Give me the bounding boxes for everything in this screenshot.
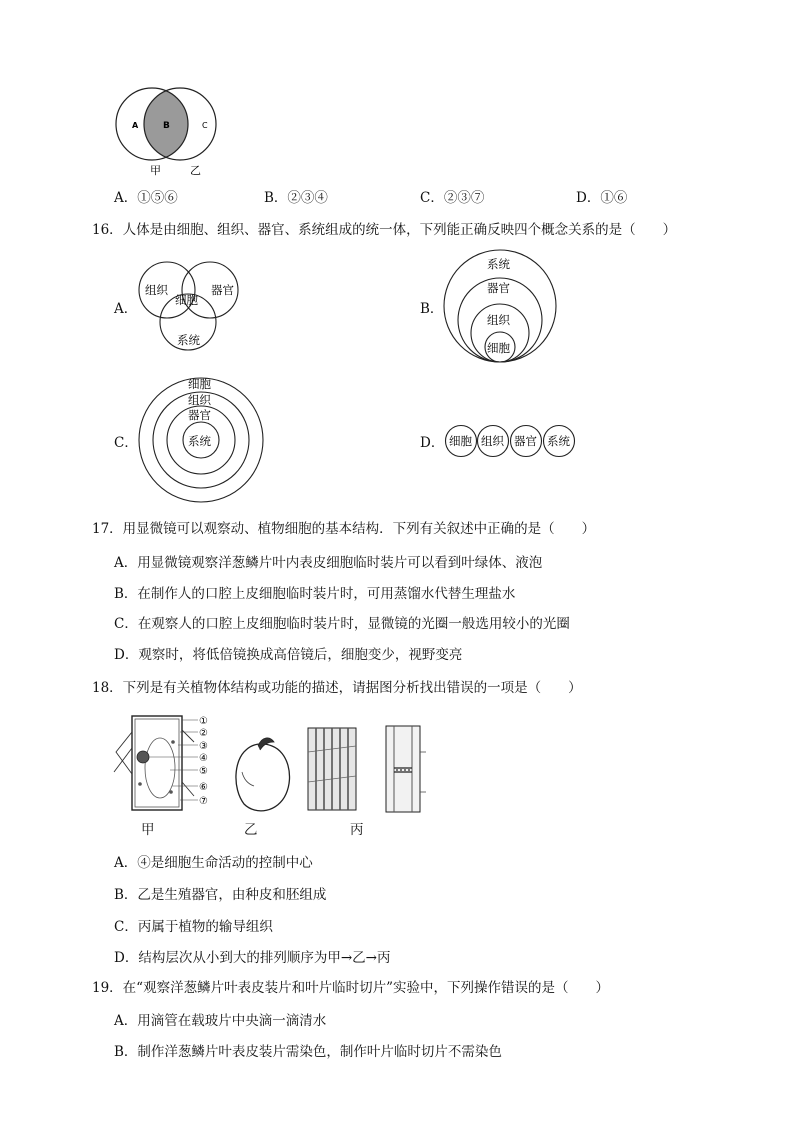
label-tissue: 组织 (487, 313, 510, 327)
q16-diagram-c (136, 372, 266, 506)
q18-option-a[interactable]: A．④是细胞生命活动的控制中心 (114, 855, 313, 871)
figure-label-bing: 丙 (350, 822, 364, 838)
q17-option-a[interactable]: A．用显微镜观察洋葱鳞片叶内表皮细胞临时装片可以看到叶绿体、液泡 (114, 555, 543, 571)
vessel-bundle (308, 728, 356, 810)
q18-option-b[interactable]: B．乙是生殖器官，由种皮和胚组成 (114, 887, 327, 903)
q19-stem: 19．在“观察洋葱鳞片叶表皮装片和叶片临时切片”实验中，下列操作错误的是（ ） (92, 980, 609, 996)
label-system: 系统 (487, 257, 510, 271)
venn-label-b: B (163, 121, 170, 131)
q16-option-b-letter[interactable]: B． (420, 301, 444, 317)
nucleus (137, 751, 149, 763)
seed-figure (228, 732, 298, 816)
q16-option-c-letter[interactable]: C． (114, 435, 138, 451)
venn-figure (110, 84, 230, 180)
label-system: 系统 (547, 434, 570, 448)
label-cell: 细胞 (175, 293, 198, 307)
label-tissue: 组织 (481, 434, 504, 448)
venn-label-a: A (132, 121, 139, 130)
vessel-tissue-figure (302, 722, 442, 816)
q15-option-d[interactable]: D．①⑥ (576, 190, 628, 206)
q15-option-a[interactable]: A．①⑤⑥ (114, 190, 178, 206)
label-cell: 细胞 (188, 377, 211, 391)
number-2: ② (199, 728, 208, 739)
chloroplast (138, 782, 142, 786)
q17-option-d[interactable]: D．观察时，将低倍镜换成高倍镜后，细胞变少，视野变亮 (114, 647, 463, 663)
q19-option-a[interactable]: A．用滴管在载玻片中央滴一滴清水 (114, 1013, 327, 1029)
plant-cell-figure (110, 712, 220, 816)
sieve-tube (386, 726, 426, 812)
number-3: ③ (199, 741, 208, 752)
number-5: ⑤ (199, 766, 208, 777)
label-organ: 器官 (514, 434, 537, 448)
q18-stem: 18．下列是有关植物体结构或功能的描述，请据图分析找出错误的一项是（ ） (92, 680, 582, 696)
venn-label-c: C (202, 121, 208, 130)
chloroplast (169, 790, 173, 794)
number-7: ⑦ (199, 796, 208, 807)
number-6: ⑥ (199, 782, 208, 793)
label-organ: 器官 (188, 408, 211, 422)
venn-label-yi: 乙 (190, 164, 201, 177)
q16-option-a-letter[interactable]: A． (114, 301, 138, 317)
q17-option-c[interactable]: C．在观察人的口腔上皮细胞临时装片时，显微镜的光圈一般选用较小的光圈 (114, 616, 570, 632)
q16-diagram-d (444, 424, 576, 458)
figure-label-jia: 甲 (141, 822, 155, 838)
q15-option-b[interactable]: B．②③④ (264, 190, 328, 206)
figure-label-yi: 乙 (244, 822, 258, 838)
label-organ: 器官 (211, 283, 234, 297)
label-tissue: 组织 (188, 393, 211, 407)
venn-label-jia: 甲 (150, 164, 161, 177)
q16-diagram-b (440, 248, 560, 364)
number-1: ① (199, 716, 208, 727)
label-cell: 细胞 (487, 341, 510, 355)
label-system: 系统 (177, 333, 200, 347)
q18-option-c[interactable]: C．丙属于植物的输导组织 (114, 919, 273, 935)
label-cell: 细胞 (449, 434, 472, 448)
q16-option-d-letter[interactable]: D． (420, 435, 445, 451)
q19-option-b[interactable]: B．制作洋葱鳞片叶表皮装片需染色，制作叶片临时切片不需染色 (114, 1044, 502, 1060)
q16-diagram-a (135, 254, 255, 354)
chloroplast (171, 740, 175, 744)
q17-stem: 17．用显微镜可以观察动、植物细胞的基本结构．下列有关叙述中正确的是（ ） (92, 521, 596, 537)
label-tissue: 组织 (145, 283, 168, 297)
q15-option-c[interactable]: C．②③⑦ (420, 190, 485, 206)
label-organ: 器官 (487, 281, 510, 295)
label-system: 系统 (188, 434, 211, 448)
q17-option-b[interactable]: B．在制作人的口腔上皮细胞临时装片时，可用蒸馏水代替生理盐水 (114, 586, 516, 602)
number-4: ④ (199, 753, 208, 764)
q16-stem: 16．人体是由细胞、组织、器官、系统组成的统一体，下列能正确反映四个概念关系的是（ ） (92, 222, 677, 238)
vacuole (145, 738, 175, 798)
q18-option-d[interactable]: D．结构层次从小到大的排列顺序为甲→乙→丙 (114, 950, 391, 966)
